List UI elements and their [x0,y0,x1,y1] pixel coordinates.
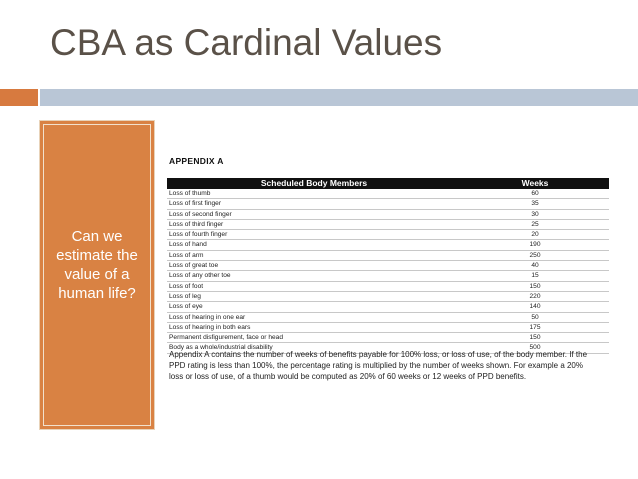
table-header-row [167,178,609,189]
weeks-cell: 500 [461,343,609,353]
table-row [167,291,609,301]
weeks-cell: 150 [461,333,609,343]
weeks-cell: 30 [461,209,609,219]
table-row [167,189,609,199]
title-rule-bar [40,89,638,106]
table-row [167,281,609,291]
appendix-heading: APPENDIX A [169,156,224,166]
weeks-cell: 25 [461,219,609,229]
table-row [167,312,609,322]
table-row [167,250,609,260]
member-cell: Loss of arm [167,250,461,260]
table-row [167,209,609,219]
appendix-note: Appendix A contains the number of weeks of benefits payable for 100% loss, or loss of use, of the body member. If the PPD rating is less than 100%, the percentage rating is multiplied by the number of weeks shown. For example a 20% loss or loss of use, of a thumb would be computed as 20% of 60 weeks or 12 weeks of PPD benefits. [169,350,588,381]
member-cell: Loss of hand [167,240,461,250]
weeks-cell: 40 [461,261,609,271]
weeks-cell: 15 [461,271,609,281]
table-row [167,240,609,250]
weeks-cell: 250 [461,250,609,260]
member-cell: Loss of third finger [167,219,461,229]
side-question-box [39,120,155,430]
weeks-cell: 190 [461,240,609,250]
table-row [167,261,609,271]
weeks-cell: 150 [461,281,609,291]
member-cell: Loss of hearing in both ears [167,322,461,332]
member-cell: Permanent disfigurement, face or head [167,333,461,343]
weeks-cell: 60 [461,189,609,199]
slide-title: CBA as Cardinal Values [50,22,443,63]
table-row [167,271,609,281]
member-cell: Loss of fourth finger [167,230,461,240]
weeks-cell: 20 [461,230,609,240]
member-cell: Loss of hearing in one ear [167,312,461,322]
weeks-cell: 35 [461,199,609,209]
weeks-cell: 175 [461,322,609,332]
member-cell: Loss of thumb [167,189,461,199]
member-cell: Loss of leg [167,291,461,301]
table-row [167,230,609,240]
table-row [167,199,609,209]
column-header-weeks: Weeks [461,178,609,189]
weeks-cell: 140 [461,302,609,312]
title-rule-accent [0,89,38,106]
appendix-table [167,178,609,354]
member-cell: Body as a whole/industrial disability [167,343,461,353]
member-cell: Loss of great toe [167,261,461,271]
table-row [167,219,609,229]
weeks-cell: 50 [461,312,609,322]
member-cell: Loss of foot [167,281,461,291]
table-row [167,333,609,343]
member-cell: Loss of second finger [167,209,461,219]
member-cell: Loss of eye [167,302,461,312]
member-cell: Loss of any other toe [167,271,461,281]
table-row [167,302,609,312]
weeks-cell: 220 [461,291,609,301]
side-question-text: Can we estimate the value of a human life? [56,228,138,302]
member-cell: Loss of first finger [167,199,461,209]
table-row [167,322,609,332]
column-header-members: Scheduled Body Members [167,178,461,189]
